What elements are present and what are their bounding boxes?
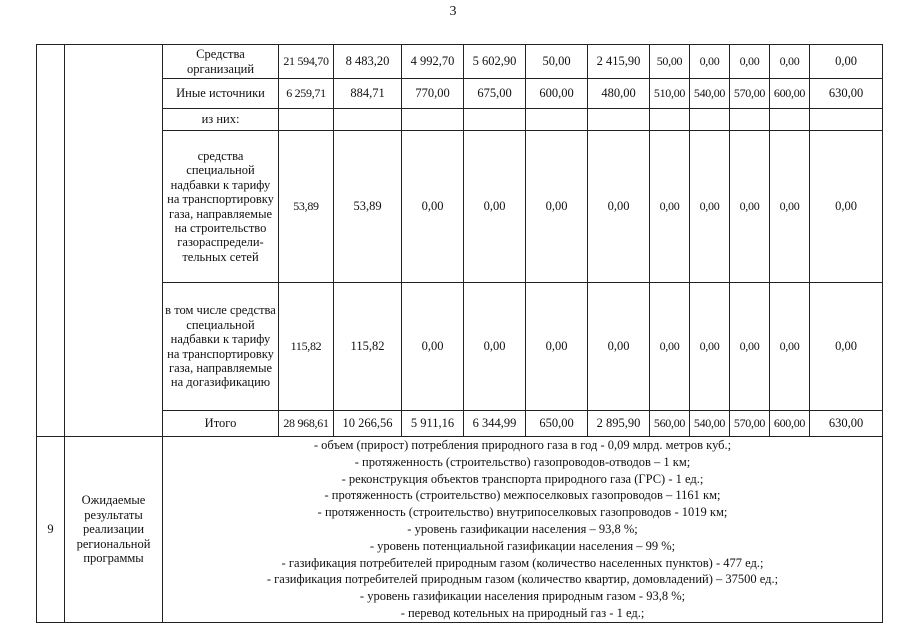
value-cell: 0,00 (588, 131, 650, 283)
value-cell: 600,00 (770, 79, 810, 109)
result-item: - протяженность (строительство) внутрипоселковых газопроводов - 1019 км; (317, 505, 728, 520)
result-item: - газификация потребителей природным газом (количество населенных пунктов) - 477 ед.; (281, 555, 764, 570)
value-cell: 0,00 (770, 45, 810, 79)
value-cell: 675,00 (464, 79, 526, 109)
row-label: Иные источники (163, 79, 279, 109)
value-cell: 0,00 (526, 131, 588, 283)
value-cell: 0,00 (402, 283, 464, 411)
section-number: 9 (37, 437, 65, 623)
total-value: 5 911,16 (402, 411, 464, 437)
value-cell: 0,00 (810, 283, 883, 411)
value-cell: 0,00 (650, 131, 690, 283)
value-cell: 884,71 (334, 79, 402, 109)
row-label: средства специальной надбавки к тарифу на транспортировку газа, направляемые на строительство газораспредели-тельных сетей (163, 131, 279, 283)
total-value: 630,00 (810, 411, 883, 437)
total-value: 560,00 (650, 411, 690, 437)
value-cell (526, 109, 588, 131)
value-cell: 6 259,71 (279, 79, 334, 109)
section-row (37, 437, 883, 623)
value-cell: 0,00 (730, 283, 770, 411)
value-cell (730, 109, 770, 131)
total-value: 10 266,56 (334, 411, 402, 437)
section-title: Ожидаемые результаты реализации региональной программы (65, 437, 163, 623)
table-row (37, 45, 883, 79)
value-cell (770, 109, 810, 131)
value-cell: 0,00 (690, 131, 730, 283)
value-cell: 0,00 (770, 283, 810, 411)
value-cell: 0,00 (650, 283, 690, 411)
value-cell: 0,00 (810, 131, 883, 283)
value-cell (464, 109, 526, 131)
value-cell: 770,00 (402, 79, 464, 109)
value-cell: 0,00 (690, 283, 730, 411)
value-cell (650, 109, 690, 131)
table-row (37, 411, 883, 437)
value-cell: 8 483,20 (334, 45, 402, 79)
value-cell (402, 109, 464, 131)
value-cell: 0,00 (526, 283, 588, 411)
total-value: 28 968,61 (279, 411, 334, 437)
total-label: Итого (163, 411, 279, 437)
value-cell: 0,00 (690, 45, 730, 79)
result-item: - уровень потенциальной газификации населения – 99 %; (369, 538, 676, 553)
total-value: 540,00 (690, 411, 730, 437)
total-value: 2 895,90 (588, 411, 650, 437)
value-cell (690, 109, 730, 131)
row-label: в том числе средства специальной надбавки к тарифу на транспортировку газа, направляемые на догазификацию (163, 283, 279, 411)
value-cell: 540,00 (690, 79, 730, 109)
value-cell: 2 415,90 (588, 45, 650, 79)
value-cell (334, 109, 402, 131)
empty-number-cell (37, 45, 65, 437)
total-value: 650,00 (526, 411, 588, 437)
value-cell: 50,00 (526, 45, 588, 79)
value-cell: 115,82 (334, 283, 402, 411)
value-cell: 0,00 (588, 283, 650, 411)
value-cell: 0,00 (770, 131, 810, 283)
value-cell: 21 594,70 (279, 45, 334, 79)
value-cell (588, 109, 650, 131)
result-item: - объем (прирост) потребления природного газа в год - 0,09 млрд. метров куб.; (313, 438, 732, 452)
page-number: 3 (449, 4, 457, 19)
value-cell: 0,00 (464, 131, 526, 283)
result-item: - реконструкция объектов транспорта природного газа (ГРС) - 1 ед.; (341, 471, 704, 486)
empty-title-cell (65, 45, 163, 437)
row-label: Средства организаций (163, 45, 279, 79)
result-item: - протяженность (строительство) межпоселковых газопроводов – 1161 км; (324, 488, 721, 503)
value-cell (279, 109, 334, 131)
result-item: - протяженность (строительство) газопроводов-отводов – 1 км; (354, 454, 691, 469)
total-value: 6 344,99 (464, 411, 526, 437)
value-cell (810, 109, 883, 131)
table-row (37, 109, 883, 131)
value-cell: 630,00 (810, 79, 883, 109)
value-cell: 53,89 (279, 131, 334, 283)
table-row (37, 131, 883, 283)
value-cell: 50,00 (650, 45, 690, 79)
value-cell: 0,00 (810, 45, 883, 79)
result-item: - перевод котельных на природный газ - 1 ед.; (400, 605, 645, 620)
value-cell: 510,00 (650, 79, 690, 109)
value-cell: 115,82 (279, 283, 334, 411)
table-row (37, 79, 883, 109)
value-cell: 0,00 (464, 283, 526, 411)
value-cell: 0,00 (730, 45, 770, 79)
row-label: из них: (163, 109, 279, 131)
result-item: - уровень газификации населения природным газом - 93,8 %; (359, 589, 686, 604)
value-cell: 5 602,90 (464, 45, 526, 79)
value-cell: 0,00 (730, 131, 770, 283)
results-cell (163, 437, 883, 623)
value-cell: 4 992,70 (402, 45, 464, 79)
total-value: 600,00 (770, 411, 810, 437)
value-cell: 600,00 (526, 79, 588, 109)
table-row (37, 283, 883, 411)
value-cell: 53,89 (334, 131, 402, 283)
program-table (36, 44, 883, 623)
total-value: 570,00 (730, 411, 770, 437)
value-cell: 0,00 (402, 131, 464, 283)
value-cell: 570,00 (730, 79, 770, 109)
result-item: - газификация потребителей природным газом (количество квартир, домовладений) – 37500 ед.; (266, 572, 779, 587)
value-cell: 480,00 (588, 79, 650, 109)
result-item: - уровень газификации населения – 93,8 %; (407, 521, 638, 536)
